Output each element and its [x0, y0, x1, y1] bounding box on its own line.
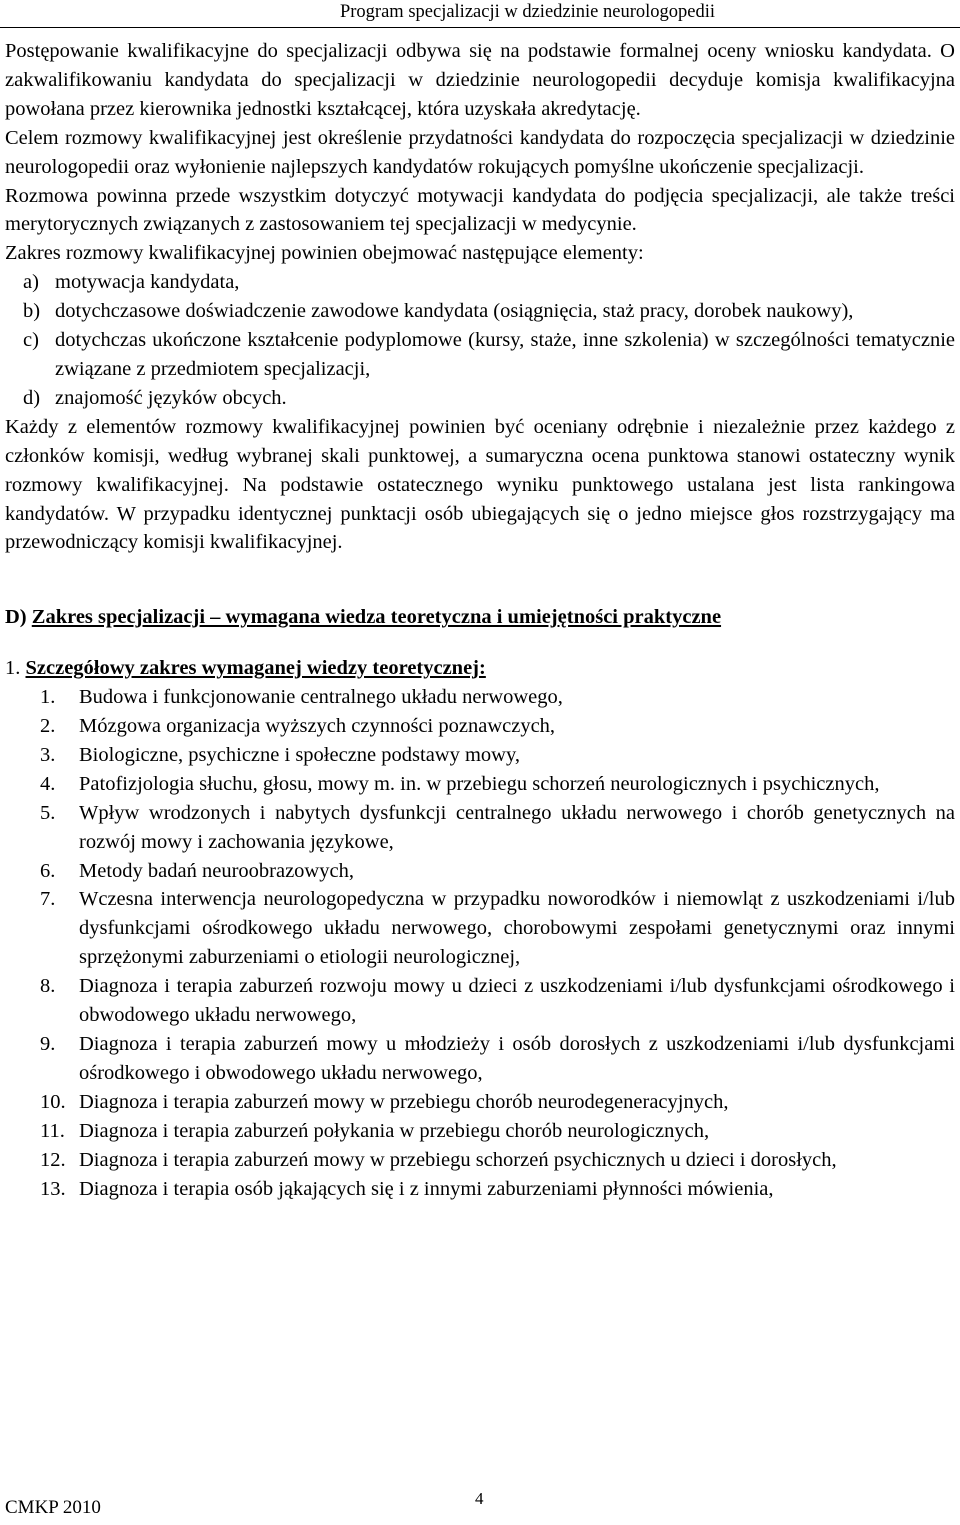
- list-marker: 13.: [40, 1177, 66, 1200]
- paragraph-interview-elements-intro: Zakres rozmowy kwalifikacyjnej powinien obejmować następujące elementy:: [5, 242, 644, 265]
- list-item-text: Mózgowa organizacja wyższych czynności poznawczych,: [79, 715, 556, 738]
- list-marker: d): [23, 386, 41, 409]
- footer-page-number: 4: [475, 1489, 484, 1508]
- list-item: [5, 326, 955, 384]
- list-item: [5, 297, 955, 326]
- list-item-text: dotychczasowe doświadczenie zawodowe kandydata (osiągnięcia, staż pracy, dorobek naukowy),: [55, 300, 854, 323]
- list-marker: a): [23, 271, 39, 294]
- list-marker: 1.: [40, 686, 56, 709]
- subsection-1-number: 1.: [5, 657, 26, 680]
- list-item-text: Wczesna interwencja neurologopedyczna w przypadku noworodków i niemowląt z uszkodzeniami i/lub dysfunkcjami ośrodkowego układu nerwowego, chorobowymi zespołami genetycznymi oraz innymi sprzężonymi zaburzeniami o etiologii neurologicznej,: [79, 888, 955, 969]
- list-item-text: znajomość języków obcych.: [55, 386, 287, 409]
- list-item-text: Metody badań neuroobrazowych,: [79, 859, 354, 882]
- list-item-text: Diagnoza i terapia zaburzeń rozwoju mowy u dzieci z uszkodzeniami i/lub dysfunkcjami ośrodkowego i obwodowego układu nerwowego,: [79, 975, 955, 1027]
- list-marker: 4.: [40, 772, 56, 795]
- list-marker: 12.: [40, 1148, 66, 1171]
- subsection-1-heading: [5, 654, 955, 683]
- footer-institution: CMKP 2010: [5, 1497, 101, 1518]
- section-spacer: [5, 632, 955, 654]
- list-item: [5, 712, 955, 741]
- list-item-text: Patofizjologia słuchu, głosu, mowy m. in. w przebiegu schorzeń neurologicznych i psychicznych,: [79, 772, 880, 795]
- list-item: [5, 1030, 955, 1088]
- interview-elements-list: [5, 268, 955, 413]
- list-marker: 9.: [40, 1033, 56, 1055]
- list-marker: c): [23, 329, 39, 352]
- list-item-text: Biologiczne, psychiczne i społeczne podstawy mowy,: [79, 743, 521, 766]
- header-rule: [0, 27, 960, 28]
- list-item: [5, 384, 955, 413]
- list-marker: 8.: [40, 975, 56, 998]
- list-marker: 7.: [40, 888, 56, 911]
- list-item-text: Diagnoza i terapia zaburzeń mowy u młodzieży i osób dorosłych z uszkodzeniami i/lub dysfunkcjami ośrodkowego i obwodowego układu nerwowego,: [79, 1033, 955, 1084]
- list-item: [5, 683, 955, 712]
- paragraph-interview-scope: Rozmowa powinna przede wszystkim dotyczyć motywacji kandydata do podjęcia specjalizacji, ale także treści merytorycznych związanych z zastosowaniem tej specjalizacji w medycynie.: [5, 184, 955, 236]
- paragraph-scoring: Każdy z elementów rozmowy kwalifikacyjnej powinien być oceniany odrębnie i niezależnie przez każdego z członków komisji, według wybranej skali punktowej, a sumaryczna ocena punktowa stanowi ostateczny wynik rozmowy kwalifikacyjnej. Na podstawie ostatecznego wyniku punktowego ustalana jest lista rankingowa kandydatów. W przypadku identycznej punktacji osób ubiegających się o jedno miejsce głos rozstrzygający ma przewodniczący komisji kwalifikacyjnej.: [5, 415, 955, 554]
- list-marker: 6.: [40, 859, 56, 882]
- list-item-text: Budowa i funkcjonowanie centralnego układu nerwowego,: [79, 686, 563, 709]
- subsection-1-title: Szczegółowy zakres wymaganej wiedzy teoretycznej:: [25, 657, 486, 680]
- paragraph-interview-purpose: Celem rozmowy kwalifikacyjnej jest określenie przydatności kandydata do rozpoczęcia specjalizacji w dziedzinie neurologopedii oraz wyłonienie najlepszych kandydatów rokujących pomyślne ukończenie specjalizacji.: [5, 126, 955, 178]
- list-item: [5, 268, 955, 297]
- running-header: Program specjalizacji w dziedzinie neurologopedii: [339, 2, 715, 22]
- list-item: [5, 1088, 955, 1117]
- list-marker: 2.: [40, 715, 56, 738]
- page-content: [5, 37, 955, 1203]
- section-d-heading: [5, 603, 955, 632]
- list-item: [5, 1146, 955, 1175]
- list-item-text: motywacja kandydata,: [55, 271, 240, 294]
- list-item: [5, 1117, 955, 1146]
- list-item-text: dotychczas ukończone kształcenie podyplomowe (kursy, staże, inne szkolenia) w szczególności tematycznie związane z przedmiotem specjalizacji,: [55, 329, 955, 380]
- list-item: [5, 799, 955, 857]
- list-item: [5, 885, 955, 972]
- list-item: [5, 770, 955, 799]
- list-item-text: Wpływ wrodzonych i nabytych dysfunkcji centralnego układu nerwowego i chorób genetycznych na rozwój mowy i zachowania językowe,: [79, 801, 955, 853]
- list-item: [5, 972, 955, 1030]
- list-item: [5, 857, 955, 886]
- paragraph-qualification-procedure: Postępowanie kwalifikacyjne do specjalizacji odbywa się na podstawie formalnej oceny wniosku kandydata. O zakwalifikowaniu kandydata do specjalizacji w dziedzinie neurologopedii decyduje komisja kwalifikacyjna powołana przez kierownika jednostki kształcącej, która uzyskała akredytację.: [5, 40, 955, 120]
- section-d-prefix: D): [5, 606, 32, 629]
- theory-scope-list: [5, 683, 955, 1203]
- list-item-text: Diagnoza i terapia zaburzeń połykania w przebiegu chorób neurologicznych,: [79, 1119, 710, 1142]
- list-item-text: Diagnoza i terapia zaburzeń mowy w przebiegu chorób neurodegeneracyjnych,: [79, 1090, 729, 1113]
- list-marker: 5.: [40, 801, 56, 824]
- list-marker: 3.: [40, 743, 56, 766]
- section-spacer: [5, 557, 955, 603]
- list-marker: b): [23, 300, 41, 323]
- list-marker: 10.: [40, 1090, 66, 1113]
- list-item: [5, 1175, 955, 1204]
- section-d-title: Zakres specjalizacji – wymagana wiedza teoretyczna i umiejętności praktyczne: [31, 606, 722, 629]
- list-item-text: Diagnoza i terapia zaburzeń mowy w przebiegu schorzeń psychicznych u dzieci i dorosłych,: [79, 1148, 837, 1171]
- list-item-text: Diagnoza i terapia osób jąkających się i z innymi zaburzeniami płynności mówienia,: [79, 1177, 774, 1200]
- list-item: [5, 741, 955, 770]
- list-marker: 11.: [40, 1119, 65, 1142]
